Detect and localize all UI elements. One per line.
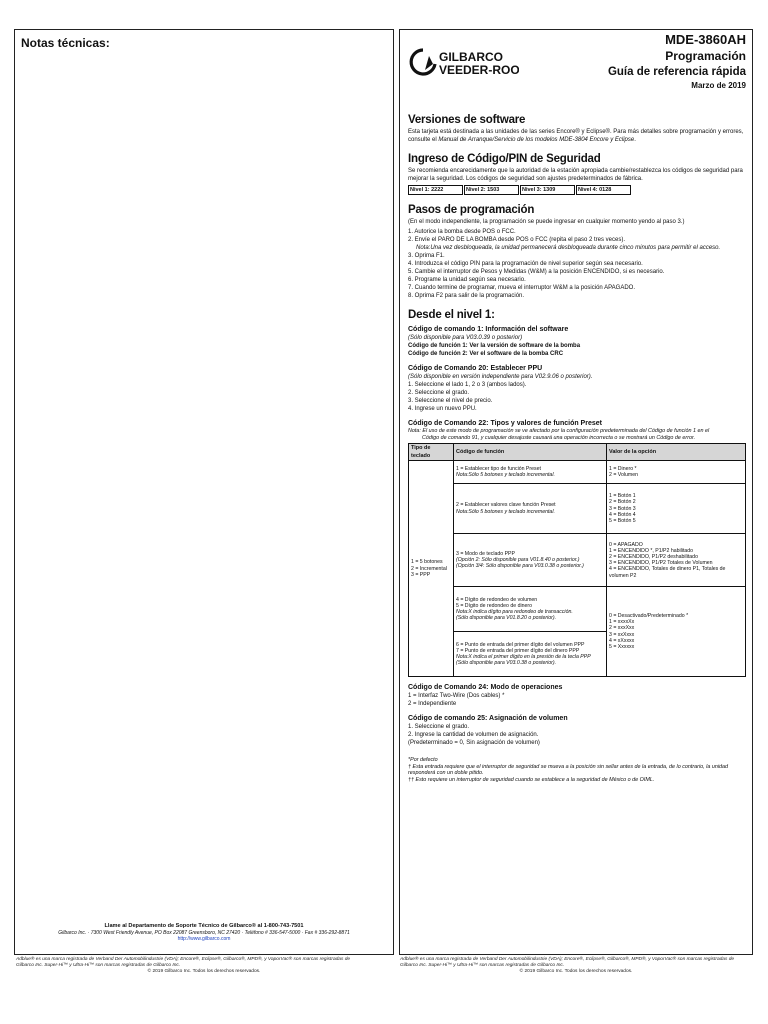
- header: [608, 32, 746, 92]
- versions-text-2: consulte el Manual de Arranque/Servicio de los modelos MDE-3804 Encore y Eclipse.: [408, 137, 636, 143]
- left-page: [14, 29, 394, 955]
- value-cell: 0 = Desactivado/Predeterminado * 1 = xxxxXx 2 = xxxXxx 3 = xxXxxx 4 = xXxxxx 5 = Xxxxxx: [607, 587, 746, 677]
- step: 1. Autorice la bomba desde POS o FCC.: [408, 229, 516, 235]
- support-url[interactable]: http://www.gilbarco.com: [177, 936, 231, 942]
- versions-text: Esta tarjeta está destinada a las unidades de las series Encore® y Eclipse®. Para más detalles sobre programación y errores,: [408, 129, 744, 135]
- table-header-row: [409, 444, 746, 461]
- pin-levels: [408, 185, 746, 195]
- pin-title: Ingreso de Código/PIN de Seguridad: [408, 153, 601, 165]
- step: 8. Oprima F2 para salir de la programación.: [408, 293, 525, 299]
- notes-title: Notas técnicas:: [21, 36, 110, 50]
- left-footnote: [16, 957, 392, 975]
- pin-level-4: Nivel 4: 0128: [576, 185, 631, 195]
- logo-mark-icon: [409, 42, 519, 82]
- manual-reference: Manual de Arranque/Servicio de los modelos MDE-3804 Encore y Eclipse: [438, 137, 635, 143]
- trademark-line-2: Gilbarco Inc. Super-Hi™ y Ultra-Hi™ son marcas registradas de Gilbarco Inc.: [16, 963, 181, 968]
- trademark-line-1: Adblue® es una marca registrada de Verband Der Automobilindustrie (VDA); Encore®, Eclipse®, Gilbarco®, MPD®, y VaporVac® son marcas registradas de: [400, 957, 735, 962]
- footnote-dagger-2: responderá con un doble pitido.: [408, 770, 484, 777]
- pin-level-2: Nivel 2: 1503: [464, 185, 519, 195]
- table-row: [409, 534, 746, 587]
- cmd24-item: 2 = Independiente: [408, 701, 457, 708]
- cmd1-function-1: Código de función 1: Ver la versión de software de la bomba: [408, 343, 581, 349]
- copyright: © 2019 Gilbarco Inc. Todos los derechos reservados.: [519, 969, 633, 974]
- pin-text: Se recomienda encarecidamente que la autoridad de la estación apropiada cambie/restablezca los códigos de seguridad para: [408, 168, 743, 174]
- level1-section: [408, 309, 746, 747]
- cmd24-item: 1 = Interfaz Two-Wire (Dos cables) *: [408, 693, 505, 700]
- footnote-dagger: † Esta entrada requiere que el interruptor de seguridad se mueva a la posición sin sellar antes de la entrada, de lo contrario, la unidad: [408, 763, 729, 770]
- value-cell: 1 = Botón 1 2 = Botón 2 3 = Botón 3 4 = Botón 4 5 = Botón 5: [607, 484, 746, 534]
- copyright: © 2019 Gilbarco Inc. Todos los derechos reservados.: [147, 969, 261, 974]
- right-page: [399, 29, 753, 955]
- support-title: Llame al Departamento de Soporte Técnico de Gilbarco® al 1-800-743-7501: [104, 923, 304, 929]
- cmd25-item: 2. Ingrese la cantidad de volumen de asignación.: [408, 732, 539, 739]
- cmd25-item: (Predeterminado = 0, Sin asignación de volumen): [408, 740, 540, 747]
- function-cell: 2 = Establecer valores clave función Preset Nota:Sólo 5 botones y teclado incremental.: [454, 484, 607, 534]
- step: 4. Introduzca el código PIN para la programación de nivel superior según sea necesario.: [408, 261, 643, 267]
- cmd1-note: (Sólo disponible para V03.0.39 o posterior): [408, 335, 523, 341]
- function-cell: 3 = Modo de teclado PPP (Opción 2: Sólo disponible para V01.8.40 o posterior.) (Opción 3/4: Sólo disponible para V03.0.38 o posterior.): [454, 534, 607, 587]
- preset-table: [408, 443, 746, 677]
- cmd25-title: Código de comando 25: Asignación de volumen: [408, 715, 568, 723]
- cmd22-title: Código de Comando 22: Tipos y valores de función Preset: [408, 420, 602, 427]
- date: Marzo de 2019: [691, 81, 746, 90]
- cmd1-block: [408, 325, 746, 358]
- trademark-line-1: Adblue® es una marca registrada de Verband Der Automobilindustrie (VDA); Encore®, Eclipse®, Gilbarco®, MPD®, y VaporVac® son marcas registradas de: [16, 957, 351, 962]
- value-cell: 0 = APAGADO 1 = ENCENDIDO *, P1/P2 habilitado 2 = ENCENDIDO, P1/P2 deshabilitado 3 = ENCENDIDO, P1/P2 Totales de Volumen 4 = ENCENDIDO, Totales de dinero P1, Totales de volumen P2: [607, 534, 746, 587]
- function-cell: 6 = Punto de entrada del primer dígito del volumen PPP 7 = Punto de entrada del primer dígito del dinero PPP Nota:X indica el primer dígito en la presión de la tecla PPP (Sólo disponible para V03.0.38 o posterior).: [454, 632, 607, 677]
- step: 5. Cambie el interruptor de Pesos y Medidas (W&M) a la posición ENCENDIDO, si es necesario.: [408, 269, 665, 275]
- steps-section: [408, 204, 746, 300]
- trademark-line-2: Gilbarco Inc. Super-Hi™ y Ultra-Hi™ son marcas registradas de Gilbarco Inc.: [400, 963, 565, 968]
- column-header: Tipo de teclado: [409, 444, 454, 461]
- cmd20-item: 3. Seleccione el nivel de precio.: [408, 398, 493, 404]
- footnote-ddagger: †† Esto requiere un interruptor de seguridad cuando se establece a la seguridad de México o de OIML.: [408, 776, 655, 783]
- logo-text-2: VEEDER-ROOT: [439, 63, 519, 77]
- table-row: [409, 587, 746, 632]
- support-address: Gilbarco Inc. · 7300 West Friendly Avenue, PO Box 22087 Greensboro, NC 27420 · Teléfono # 336-547-5000 · Fax # 336-292-8871: [58, 929, 350, 936]
- function-cell: 4 = Dígito de redondeo de volumen 5 = Dígito de redondeo de dinero Nota:X indica dígito para redondeo de transacción. (Sólo disponible para V01.8.20 o posterior).: [454, 587, 607, 632]
- step-note: Nota:Una vez desbloqueada, la unidad permanecerá desbloqueada durante cinco minutos para permitir el acceso.: [416, 245, 721, 251]
- keypad-types-cell: 1 = 5 botones 2 = Incremental 3 = PPP: [409, 461, 454, 677]
- step: 3. Oprima F1.: [408, 253, 445, 259]
- cmd20-note: (Sólo disponible en versión independiente para V02.9.06 o posterior).: [408, 374, 593, 380]
- subject: Programación: [665, 49, 746, 63]
- column-header: Valor de la opción: [607, 444, 746, 461]
- versions-title: Versiones de software: [408, 114, 526, 126]
- content: [408, 114, 746, 784]
- steps-intro: (En el modo independiente, la programación se puede ingresar en cualquier momento yendo al paso 3.): [408, 219, 685, 225]
- cmd24-title: Código de Comando 24: Modo de operaciones: [408, 684, 563, 692]
- step: 7. Cuando termine de programar, mueva el interruptor W&M a la posición APAGADO.: [408, 285, 635, 291]
- guide-title: Guía de referencia rápida: [607, 66, 746, 78]
- pin-level-1: Nivel 1: 2222: [408, 185, 463, 195]
- support-info: [15, 923, 393, 943]
- cmd25-block: [408, 714, 746, 747]
- function-cell: 1 = Establecer tipo de función Preset Nota:Sólo 5 botones y teclado incremental.: [454, 461, 607, 484]
- cmd25-item: 1. Seleccione el grado.: [408, 724, 470, 731]
- cmd1-title: Código de comando 1: Información del software: [408, 326, 569, 333]
- cmd24-block: [408, 683, 746, 708]
- step: 6. Programe la unidad según sea necesario.: [408, 277, 526, 283]
- cmd22-note: Nota: El uso de este modo de programación se ve afectado por la configuración predeterminada del Código de función 1 en el: [408, 428, 710, 434]
- column-header: Código de función: [454, 444, 607, 461]
- pin-level-3: Nivel 3: 1309: [520, 185, 575, 195]
- cmd20-item: 4. Ingrese un nuevo PPU.: [408, 406, 477, 412]
- cmd22-block: [408, 419, 746, 677]
- pin-text-2: mejorar la seguridad. Los códigos de seguridad son ajustes predeterminados de fábrica.: [408, 176, 643, 182]
- model-number: MDE-3860AH: [665, 32, 746, 47]
- cmd20-item: 1. Seleccione el lado 1, 2 o 3 (ambos lados).: [408, 382, 527, 388]
- cmd20-item: 2. Seleccione el grado.: [408, 390, 470, 396]
- table-row: [409, 461, 746, 484]
- gilbarco-logo: [409, 42, 519, 82]
- level1-title: Desde el nivel 1:: [408, 309, 495, 321]
- footnote-default: *Por defecto: [408, 757, 438, 764]
- logo-text-1: GILBARCO: [439, 50, 503, 64]
- steps-list: [408, 228, 746, 300]
- cmd1-function-2: Código de función 2: Ver el software de la bomba CRC: [408, 351, 564, 357]
- step: 2. Envíe el PARO DE LA BOMBA desde POS o FCC (repita el paso 2 tres veces).: [408, 237, 625, 243]
- versions-section: [408, 114, 746, 144]
- cmd20-title: Código de Comando 20: Establecer PPU: [408, 365, 543, 372]
- cmd20-block: [408, 364, 746, 413]
- value-cell: 1 = Dinero * 2 = Volumen: [607, 461, 746, 484]
- steps-title: Pasos de programación: [408, 204, 535, 216]
- right-footnote: [400, 957, 752, 975]
- pin-section: [408, 153, 746, 195]
- cmd22-note-2: Código de comando 91, y cualquier desajuste causará una operación incorrecta o se mostrará un Código de error.: [422, 434, 696, 441]
- page-footnotes: [408, 757, 746, 783]
- table-row: [409, 484, 746, 534]
